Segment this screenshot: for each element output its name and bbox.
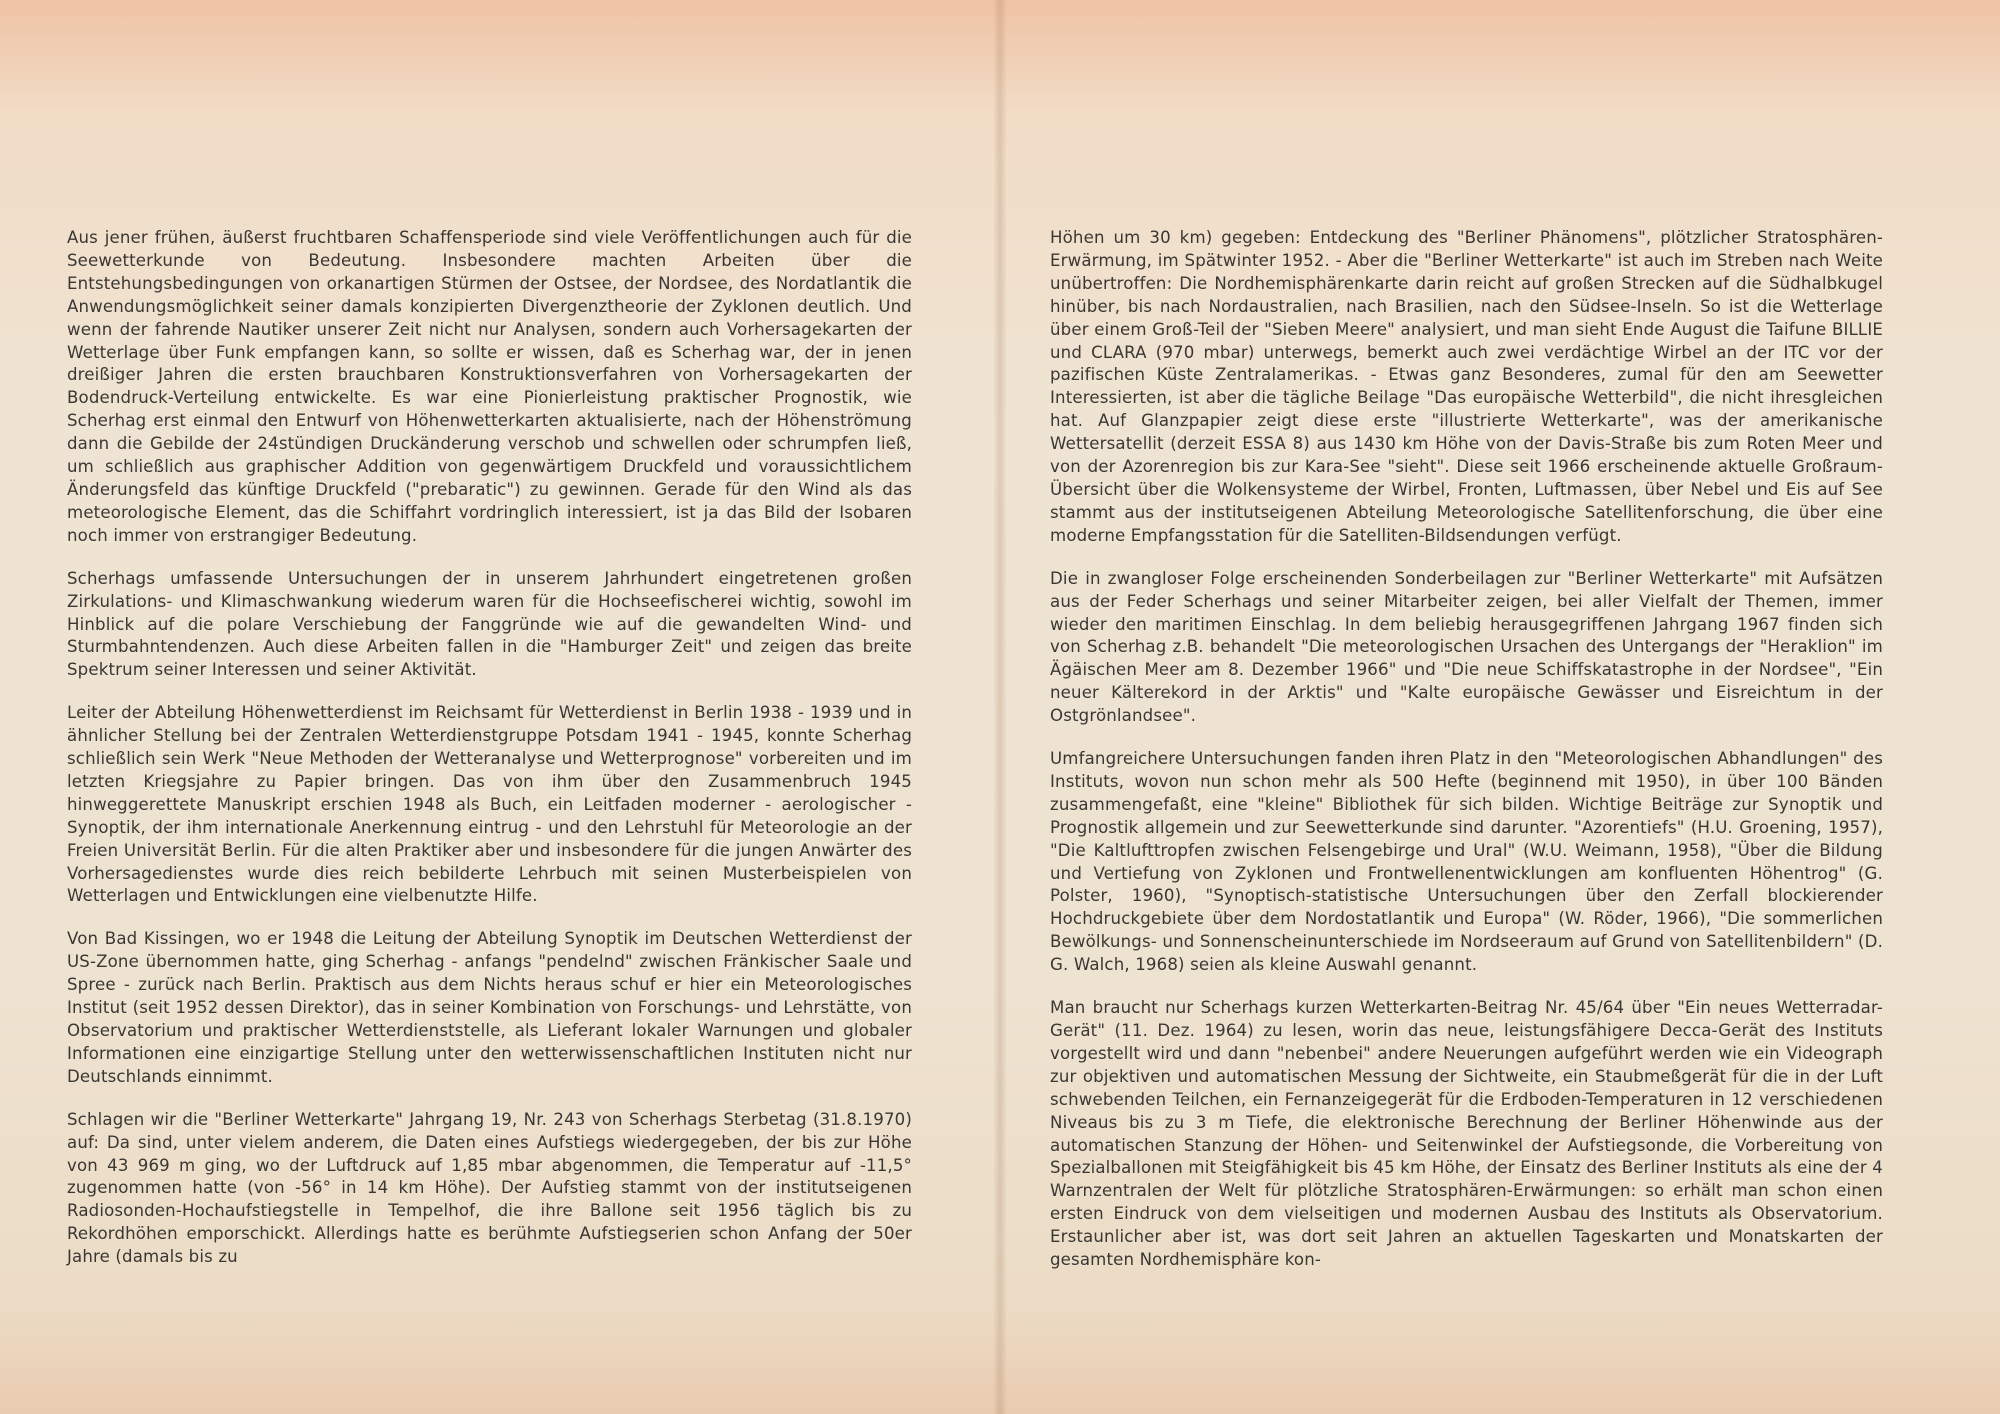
left-paragraph-5: Schlagen wir die "Berliner Wetterkarte" Jahrgang 19, Nr. 243 von Scherhags Sterbetag (31.8.1970) auf: Da sind, unter vielem anderem, die Daten eines Aufstiegs wiedergegeben, der bis zur Höhe von 43 969 m ging, wo der Luftdruck auf 1,85 mbar abgenommen, die Temperatur auf -11,5° zugenommen hatte (von -56° in 14 km Höhe). Der Aufstieg stammt von der institutseigenen Radiosonden-Hochaufstiegstelle in Tempelhof, die ihre Ballone seit 1956 täglich bis zu Rekordhöhen emporschickt. Allerdings hatte es berühmte Aufstiegserien schon Anfang der 50er Jahre (damals bis zu	[67, 1109, 912, 1267]
right-paragraph-3: Umfangreichere Untersuchungen fanden ihren Platz in den "Meteorologischen Abhandlungen" des Instituts, wovon nun schon mehr als 500 Hefte (beginnend mit 1950), in über 100 Bänden zusammengefaßt, eine "kleine" Bibliothek für sich bilden. Wichtige Beiträge zur Synoptik und Prognostik allgemein und zur Seewetterkunde sind darunter. "Azorentiefs" (H.U. Groening, 1957), "Die Kaltlufttropfen zwischen Felsengebirge und Ural" (W.U. Weimann, 1958), "Über die Bildung und Vertiefung von Zyklonen und Frontwellenentwicklungen am konfluenten Höhentrog" (G. Polster, 1960), "Synoptisch-statistische Untersuchungen über den Zerfall blockierender Hochdruckgebiete über dem Nordostatlantik und Europa" (W. Röder, 1966), "Die sommerlichen Bewölkungs- und Sonnenscheinunterschiede im Nordseeraum auf Grund von Satellitenbildern" (D. G. Walch, 1968) seien als kleine Auswahl genannt.	[1050, 749, 1883, 975]
right-text-column	[1050, 227, 1883, 1272]
right-paragraph-2: Die in zwangloser Folge erscheinenden Sonderbeilagen zur "Berliner Wetterkarte" mit Aufsätzen aus der Feder Scherhags und seiner Mitarbeiter zeigen, bei aller Vielfalt der Themen, immer wieder den maritimen Einschlag. In dem beliebig herausgegriffenen Jahrgang 1967 finden sich von Scherhag z.B. behandelt "Die meteorologischen Ursachen des Untergangs der "Heraklion" im Ägäischen Meer am 8. Dezember 1966" und "Die neue Schiffskatastrophe in der Nordsee", "Ein neuer Kälterekord in der Arktis" und "Kalte europäische Gewässer und Eisreichtum in der Ostgrönlandsee".	[1050, 568, 1883, 726]
left-page	[0, 0, 995, 1414]
left-paragraph-4: Von Bad Kissingen, wo er 1948 die Leitung der Abteilung Synoptik im Deutschen Wetterdienst der US-Zone übernommen hatte, ging Scherhag - anfangs "pendelnd" zwischen Fränkischer Saale und Spree - zurück nach Berlin. Praktisch aus dem Nichts heraus schuf er hier ein Meteorologisches Institut (seit 1952 dessen Direktor), das in seiner Kombination von Forschungs- und Lehrstätte, von Observatorium und praktischer Wetterdienststelle, als Lieferant lokaler Warnungen und globaler Informationen eine einzigartige Stellung unter den wetterwissenschaftlichen Instituten nicht nur Deutschlands einnimmt.	[67, 929, 912, 1086]
left-paragraph-3: Leiter der Abteilung Höhenwetterdienst im Reichsamt für Wetterdienst in Berlin 1938 - 1939 und in ähnlicher Stellung bei der Zentralen Wetterdienstgruppe Potsdam 1941 - 1945, konnte Scherhag schließlich sein Werk "Neue Methoden der Wetteranalyse und Wetterprognose" vorbereiten und im letzten Kriegsjahre zu Papier bringen. Das von ihm über den Zusammenbruch 1945 hinweggerettete Manuskript erschien 1948 als Buch, ein Leitfaden moderner - aerologischer - Synoptik, der ihm internationale Anerkennung eintrug - und den Lehrstuhl für Meteorologie an der Freien Universität Berlin. Für die alten Praktiker aber und insbesondere für die jungen Anwärter des Vorhersagedienstes wurde dies reich bebilderte Lehrbuch mit seinen Musterbeispielen von Wetterlagen und Entwicklungen eine vielbenutzte Hilfe.	[67, 703, 912, 906]
right-paragraph-1: Höhen um 30 km) gegeben: Entdeckung des "Berliner Phänomens", plötzlicher Stratosphären-Erwärmung, im Spätwinter 1952. - Aber die "Berliner Wetterkarte" ist auch im Streben nach Weite unübertroffen: Die Nordhemisphärenkarte darin reicht auf großen Strecken auf die Südhalbkugel hinüber, bis nach Nordaustralien, nach Brasilien, nach den Südsee-Inseln. So ist die Wetterlage über einem Groß-Teil der "Sieben Meere" analysiert, und man sieht Ende August die Taifune BILLIE und CLARA (970 mbar) unterwegs, bemerkt auch zwei verdächtige Wirbel an der ITC vor der pazifischen Küste Zentralamerikas. - Etwas ganz Besonderes, zumal für den am Seewetter Interessierten, ist aber die tägliche Beilage "Das europäische Wetterbild", die nicht ihresgleichen hat. Auf Glanzpapier zeigt diese erste "illustrierte Wetterkarte", was der amerikanische Wettersatellit (derzeit ESSA 8) aus 1430 km Höhe von der Davis-Straße bis zum Roten Meer und von der Azorenregion bis zur Kara-See "sieht". Diese seit 1966 erscheinende aktuelle Großraum-Übersicht über die Wolkensysteme der Wirbel, Fronten, Luftmassen, über Nebel und Eis auf See stammt aus der institutseigenen Abteilung Meteorologische Satellitenforschung, die über eine moderne Empfangsstation für die Satelliten-Bildsendungen verfügt.	[1050, 228, 1883, 545]
left-paragraph-2: Scherhags umfassende Untersuchungen der in unserem Jahrhundert eingetretenen großen Zirkulations- und Klimaschwankung wiederum waren für die Hochseefischerei wichtig, sowohl im Hinblick auf die polare Verschiebung der Fanggründe wie auf die gewandelten Wind- und Sturmbahntendenzen. Auch diese Arbeiten fallen in die "Hamburger Zeit" und zeigen das breite Spektrum seiner Interessen und seiner Aktivität.	[67, 568, 912, 680]
left-paragraph-1: Aus jener frühen, äußerst fruchtbaren Schaffensperiode sind viele Veröffentlichungen auch für die Seewetterkunde von Bedeutung. Insbesondere machten Arbeiten über die Entstehungsbedingungen von orkanartigen Stürmen der Ostsee, der Nordsee, des Nordatlantik die Anwendungsmöglichkeit seiner damals konzipierten Divergenztheorie der Zyklonen deutlich. Und wenn der fahrende Nautiker unserer Zeit nicht nur Analysen, sondern auch Vorhersagekarten der Wetterlage über Funk empfangen kann, so sollte er wissen, daß es Scherhag war, der in jenen dreißiger Jahren die ersten brauchbaren Konstruktionsverfahren von Vorhersagekarten der Bodendruck-Verteilung entwickelte. Es war eine Pionierleistung praktischer Prognostik, wie Scherhag erst einmal den Entwurf von Höhenwetterkarten aktualisierte, nach der Höhenströmung dann die Gebilde der 24stündigen Druckänderung verschob und schwellen oder schrumpfen ließ, um schließlich aus graphischer Addition von gegenwärtigem Druckfeld und voraussichtlichem Änderungsfeld das künftige Druckfeld ("prebaratic") zu gewinnen. Gerade für den Wind als das meteorologische Element, das die Schiffahrt vordringlich interessiert, ist ja das Bild der Isobaren noch immer von erstrangiger Bedeutung.	[67, 228, 912, 545]
left-text-column	[67, 227, 912, 1269]
right-paragraph-4: Man braucht nur Scherhags kurzen Wetterkarten-Beitrag Nr. 45/64 über "Ein neues Wetterradar-Gerät" (11. Dez. 1964) zu lesen, worin das neue, leistungsfähigere Decca-Gerät des Instituts vorgestellt wird und dann "nebenbei" andere Neuerungen aufgeführt werden wie ein Videograph zur objektiven und automatischen Messung der Sichtweite, ein Staubmeßgerät für die in der Luft schwebenden Teilchen, ein Fernanzeigegerät für die Erdboden-Temperaturen in 12 verschiedenen Niveaus bis zu 3 m Tiefe, die elektronische Berechnung der Berliner Höhenwinde aus der automatischen Stanzung der Höhen- und Seitenwinkel der Aufstiegsonde, die Vorbereitung von Spezialballonen mit Steigfähigkeit bis 45 km Höhe, der Einsatz des Berliner Instituts als eine der 4 Warnzentralen der Welt für plötzliche Stratosphären-Erwärmungen: so erhält man schon einen ersten Eindruck von dem vielseitigen und modernen Ausbau des Instituts als Observatorium. Erstaunlicher aber ist, was dort seit Jahren an aktuellen Tageskarten und Monatskarten der gesamten Nordhemisphäre kon-	[1050, 998, 1883, 1270]
right-page	[1005, 0, 2000, 1414]
